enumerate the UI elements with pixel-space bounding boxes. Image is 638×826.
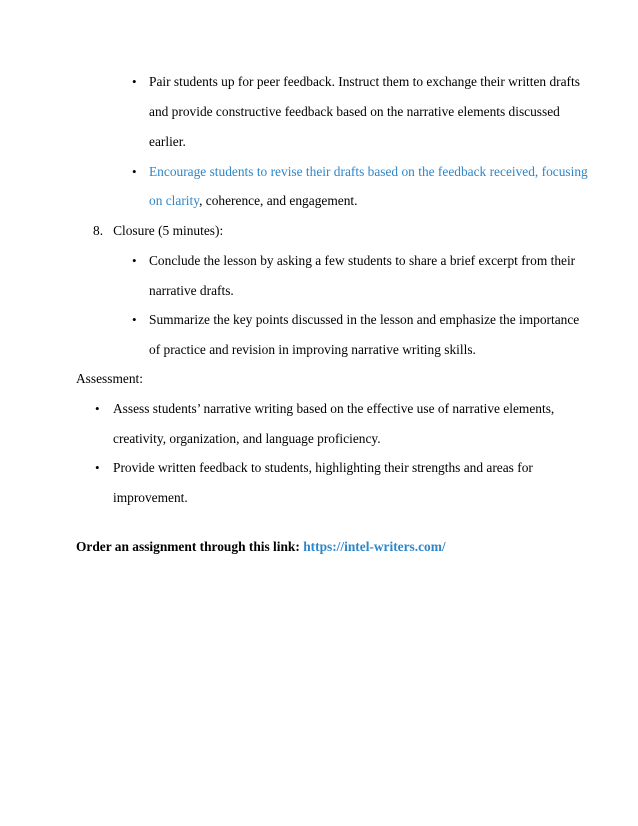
- bullet-icon: •: [95, 460, 100, 475]
- bullet-text-line: Assess students’ narrative writing based on the effective use of narrative elements,: [113, 401, 555, 416]
- highlighted-text: on clarity: [149, 193, 200, 208]
- bullet-text-line: and provide constructive feedback based on the narrative elements discussed: [149, 104, 560, 119]
- bullet-icon: •: [132, 164, 137, 179]
- bullet-text-line: Pair students up for peer feedback. Instruct them to exchange their written drafts: [149, 74, 580, 89]
- bullet-text-line: creativity, organization, and language proficiency.: [113, 431, 381, 446]
- bullet-text-line: of practice and revision in improving narrative writing skills.: [149, 342, 476, 357]
- bullet-text-line: narrative drafts.: [149, 283, 234, 298]
- footer-line: [76, 539, 446, 555]
- bullet-text-line: [149, 193, 357, 209]
- bullet-text-line: earlier.: [149, 134, 186, 149]
- bullet-text-line: Summarize the key points discussed in the lesson and emphasize the importance: [149, 312, 580, 327]
- bullet-text-line: Conclude the lesson by asking a few students to share a brief excerpt from their: [149, 253, 576, 268]
- bullet-icon: •: [132, 253, 137, 268]
- highlighted-text-line: Encourage students to revise their drafts based on the feedback received, focusing: [149, 164, 588, 179]
- section-heading: Assessment:: [76, 371, 143, 386]
- footer-label: Order an assignment through this link:: [76, 539, 304, 554]
- step-heading: 8. Closure (5 minutes):: [93, 223, 224, 238]
- bullet-icon: •: [95, 401, 100, 416]
- bullet-text: , coherence, and engagement.: [199, 193, 358, 208]
- bullet-icon: •: [132, 312, 137, 327]
- footer-link[interactable]: https://intel-writers.com/: [303, 539, 446, 554]
- bullet-text-line: improvement.: [113, 490, 188, 505]
- bullet-icon: •: [132, 74, 137, 89]
- bullet-text-line: Provide written feedback to students, highlighting their strengths and areas for: [113, 460, 533, 475]
